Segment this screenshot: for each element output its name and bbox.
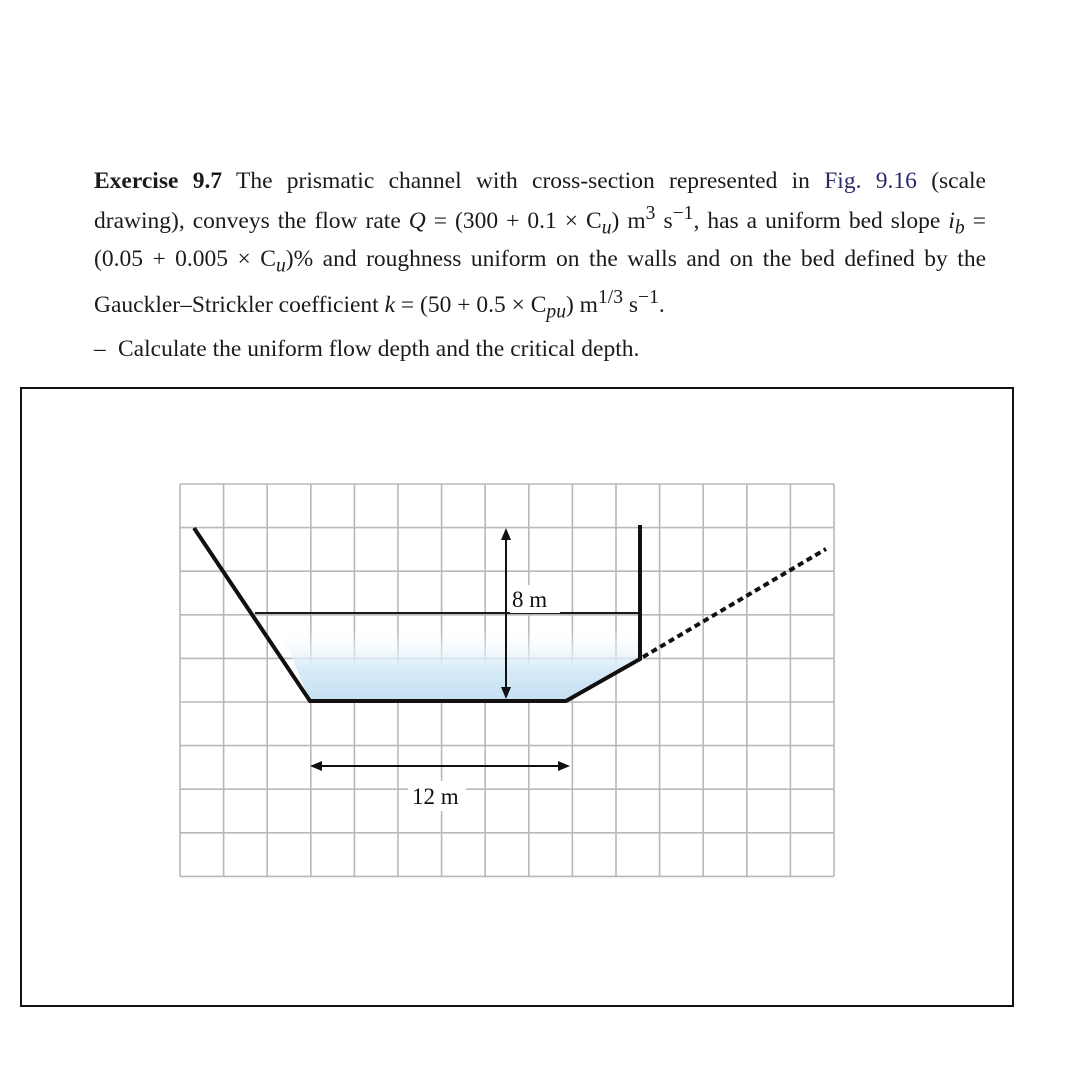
- figure-reference-link[interactable]: Fig. 9.16: [824, 168, 917, 194]
- height-arrow-top: [501, 528, 511, 540]
- k-close: ) m: [565, 291, 598, 318]
- statement-line2: (scale drawing), conveys the flow rate: [94, 168, 986, 234]
- bank-extension-dashed: [643, 549, 826, 657]
- q-unit-exponent: 3: [645, 202, 656, 224]
- k-symbol: k: [384, 291, 396, 318]
- q-seconds-exponent: −1: [672, 202, 694, 224]
- q-seconds: s: [655, 207, 673, 234]
- exercise-label: Exercise 9.7: [94, 168, 223, 194]
- after-q: , has a uniform bed slope: [693, 207, 941, 234]
- q-subscript: u: [601, 217, 612, 239]
- k-expression: = (50 + 0.5 × C: [395, 291, 547, 318]
- k-seconds: s: [623, 291, 639, 318]
- task-dash: –: [94, 335, 106, 362]
- i-u-subscript: u: [275, 255, 286, 277]
- exercise-statement: [94, 166, 986, 328]
- q-symbol: Q: [408, 207, 426, 234]
- statement-end: .: [658, 291, 665, 318]
- i-close: )% and roughness uniform on the walls and on the bed defined by the Gauckler–Strickler coefficient: [94, 245, 986, 318]
- i-subscript: b: [954, 217, 965, 239]
- figure-frame: [20, 387, 1014, 1007]
- k-seconds-exponent: −1: [638, 286, 659, 308]
- statement-start: The prismatic channel with cross-section represented in: [235, 168, 810, 194]
- q-expression: = (300 + 0.1 × C: [425, 207, 602, 234]
- channel-cross-section-drawing: [22, 389, 1016, 1009]
- k-subscript: pu: [546, 301, 566, 323]
- q-close: ) m: [611, 207, 646, 234]
- height-dimension-label: 8 m: [512, 587, 548, 612]
- width-arrow-right: [558, 761, 570, 771]
- width-dimension-label: 12 m: [412, 784, 459, 809]
- exercise-text: [94, 166, 986, 365]
- width-arrow-left: [310, 761, 322, 771]
- i-expression: = (0.05 + 0.005 × C: [94, 207, 986, 272]
- k-unit-exponent: 1/3: [597, 286, 623, 308]
- i-symbol: i: [948, 207, 955, 234]
- exercise-task: [94, 334, 986, 366]
- task-text: Calculate the uniform flow depth and the critical depth.: [118, 335, 640, 362]
